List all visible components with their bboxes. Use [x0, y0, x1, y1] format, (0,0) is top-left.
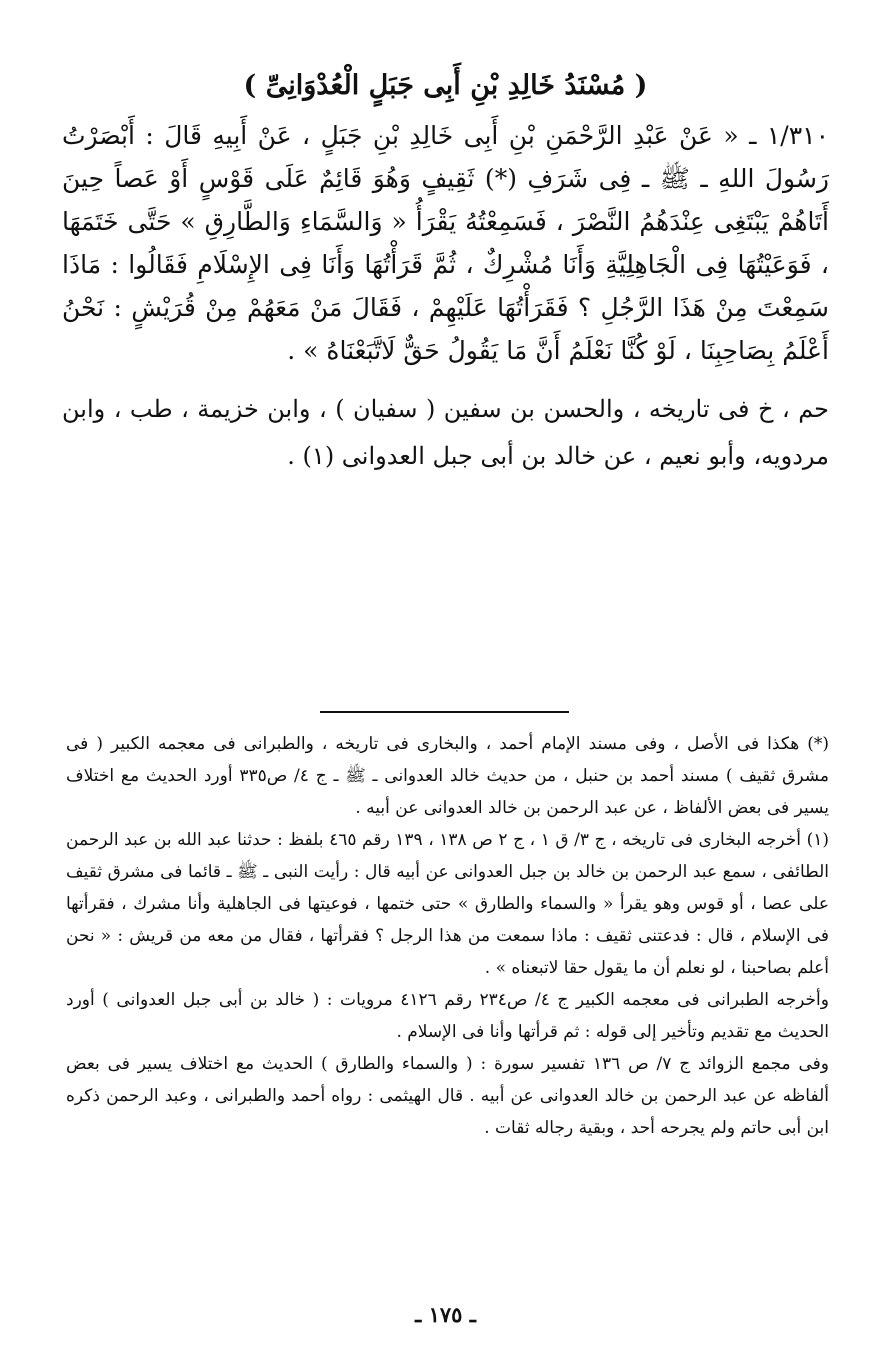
hadith-body	[62, 114, 829, 480]
hadith-text: ١/٣١٠ ـ « عَنْ عَبْدِ الرَّحْمَنِ بْنِ أَبِى خَالِدِ بْنِ جَبَلٍ ، عَنْ أَبِيهِ قَالَ : أَبْصَرْتُ رَسُولَ اللهِ ـ ﷺ ـ فِى شَرَفِ (*) ثَقِيفٍ وَهُوَ قَائِمٌ عَلَى قَوْسٍ أَوْ عَصاً حِينَ أَتَاهُمْ يَبْتَغِى عِنْدَهُمُ النَّصْرَ ، فَسَمِعْتُهُ يَقْرَأُ « وَالسَّمَاءِ وَالطَّارِقِ » حَتَّى خَتَمَهَا ، فَوَعَيْتُهَا فِى الْجَاهِلِيَّةِ وَأَنَا مُشْرِكٌ ، ثُمَّ قَرَأْتُهَا وَأَنَا فِى الإِسْلَامِ فَقَالُوا : مَاذَا سَمِعْتَ مِنْ هَذَا الرَّجُلِ ؟ فَقَرَأْتُهَا عَلَيْهِمْ ، فَقَالَ مَنْ مَعَهُمْ مِنْ قُرَيْشٍ : نَحْنُ أَعْلَمُ بِصَاحِبِنَا ، لَوْ كُنَّا نَعْلَمُ أَنَّ مَا يَقُولُ حَقٌّ لَاتَّبَعْنَاهُ » .	[62, 121, 829, 365]
footnotes	[66, 728, 829, 1144]
footnote-1-continued: وفى مجمع الزوائد ج ٧/ ص ١٣٦ تفسير سورة : ( والسماء والطارق ) الحديث مع اختلاف يسير فى بعض ألفاظه عن عبد الرحمن بن خالد العدوانى عن أبيه . قال الهيثمى : رواه أحمد والطبرانى ، وعبد الرحمن ذكره ابن أبى حاتم ولم يجرحه أحد ، وبقية رجاله ثقات .	[66, 1054, 829, 1138]
page-number: ـ ١٧٥ ـ	[415, 1302, 476, 1327]
footnote-divider	[320, 711, 569, 713]
footnote-1-continued: وأخرجه الطبرانى فى معجمه الكبير ج ٤/ ص٢٣٤ رقم ٤١٢٦ مرويات : ( خالد بن أبى جبل العدوانى ) أورد الحديث مع تقديم وتأخير إلى قوله : ثم قرأتها وأنا فى الإسلام .	[66, 990, 829, 1042]
hadith-sources: حم ، خ فى تاريخه ، والحسن بن سفين ( سفيان ) ، وابن خزيمة ، طب ، وابن مردويه، وأبو نعيم ، عن خالد بن أبى جبل العدوانى (١) .	[62, 395, 829, 470]
section-title: ( مُسْنَدُ خَالِدِ بْنِ أَبِى جَبَلٍ الْعُدْوَانِىِّ )	[243, 70, 648, 101]
footnote-star: (*) هكذا فى الأصل ، وفى مسند الإمام أحمد ، والبخارى فى تاريخه ، والطبرانى فى معجمه الكبير ( فى مشرق ثقيف ) مسند أحمد بن حنبل ، من حديث خالد العدوانى ـ ﷺ ـ ج ٤/ ص٣٣٥ أورد الحديث مع اختلاف يسير فى بعض الألفاظ ، عن عبد الرحمن بن خالد العدوانى عن أبيه .	[66, 734, 829, 818]
footnote-1: (١) أخرجه البخارى فى تاريخه ، ج ٣/ ق ١ ، ج ٢ ص ١٣٨ ، ١٣٩ رقم ٤٦٥ بلفظ : حدثنا عبد الله بن عبد الرحمن الطائفى ، سمع عبد الرحمن بن خالد بن جبل العدوانى عن أبيه قال : رأيت النبى ـ ﷺ ـ قائما فى مشرق ثقيف على عصا ، أو قوس وهو يقرأ « والسماء والطارق » حتى ختمها ، فوعيتها فى الجاهلية وأنا مشرك ، فقرأتها فى الإسلام ، قال : فدعتنى ثقيف : ماذا سمعت من هذا الرجل ؟ فقرأتها ، فقال من معه من قريش : « نحن أعلم بصاحبنا ، لو نعلم أن ما يقول حقا لاتبعناه » .	[66, 830, 829, 978]
